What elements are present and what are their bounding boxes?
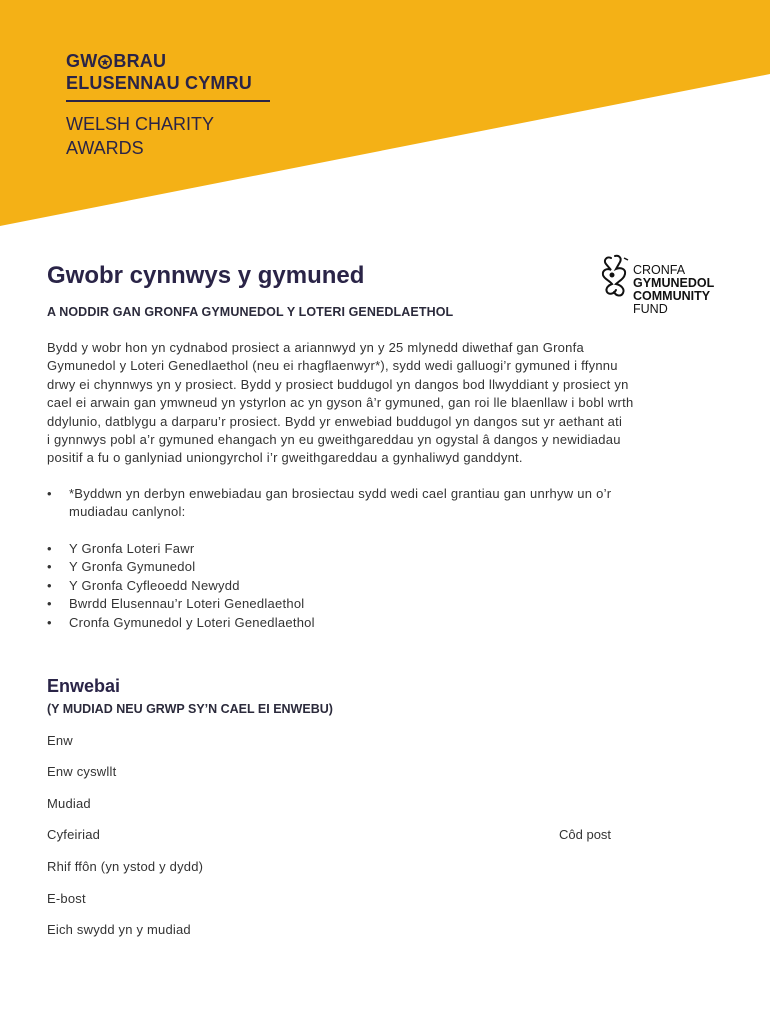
logo-cy-line2: ELUSENNAU CYMRU <box>66 73 253 93</box>
field-phone-label[interactable]: Rhif ffôn (yn ystod y dydd) <box>47 859 204 874</box>
cf-line1: CRONFA <box>633 263 686 277</box>
logo-cy-line1 <box>66 50 270 72</box>
list-item: • Bwrdd Elusennau’r Loteri Genedlaethol <box>47 595 315 613</box>
field-contact-name-label[interactable]: Enw cyswllt <box>47 764 117 779</box>
logo-en-line2: AWARDS <box>66 138 144 158</box>
list-item: • Cronfa Gymunedol y Loteri Genedlaethol <box>47 614 315 632</box>
cf-line4: FUND <box>633 302 668 316</box>
cf-line2: GYMUNEDOL <box>633 276 715 290</box>
eligibility-note <box>47 485 611 522</box>
crossed-fingers-icon <box>597 254 633 300</box>
logo-cy-line1-end: BRAU <box>113 51 167 71</box>
field-address-label[interactable]: Cyfeiriad <box>47 827 101 842</box>
field-organisation-label[interactable]: Mudiad <box>47 796 91 811</box>
logo-en-line1: WELSH CHARITY <box>66 114 215 134</box>
note-item <box>47 485 611 522</box>
note-line: mudiadau canlynol: <box>69 504 186 520</box>
cf-line3: COMMUNITY <box>633 289 711 303</box>
page-title: Gwobr cynnwys y gymuned <box>47 262 365 289</box>
logo-cy-line1-start: GW <box>66 51 98 71</box>
field-role-label[interactable]: Eich swydd yn y mudiad <box>47 922 191 937</box>
community-fund-logo <box>597 254 727 320</box>
list-item: • Y Gronfa Cyfleoedd Newydd <box>47 577 315 595</box>
field-name-label[interactable]: Enw <box>47 733 73 748</box>
intro-line: ddylunio, datblygu a darparu’r prosiect. Bydd yr enwebiad buddugol yn dangos sut yr aethant ati <box>47 413 623 429</box>
page-subtitle: A NODDIR GAN GRONFA GYMUNEDOL Y LOTERI GENEDLAETHOL <box>47 305 454 319</box>
intro-line: cael ei arwain gan ymwneud yn ystyrlon ac yn gyson â’r gymuned, gan roi lle blaenllaw i bobl wrth <box>47 395 634 411</box>
list-item: • Y Gronfa Loteri Fawr <box>47 540 315 558</box>
intro-paragraph <box>47 339 727 468</box>
list-item: • Y Gronfa Gymunedol <box>47 558 315 576</box>
logo-divider <box>66 100 270 102</box>
nominee-heading: Enwebai <box>47 676 121 696</box>
intro-line: i gynnwys pobl a’r gymuned ehangach yn eu gweithgareddau yn ogystal â dangos y newidiadau <box>47 432 621 448</box>
field-email-label[interactable]: E-bost <box>47 891 86 906</box>
field-postcode-label[interactable]: Côd post <box>559 827 612 842</box>
note-line: *Byddwn yn derbyn enwebiadau gan brosiectau sydd wedi cael grantiau gan unrhyw un o’r <box>69 486 612 501</box>
nominee-subheading: (Y MUDIAD NEU GRWP SY’N CAEL EI ENWEBU) <box>47 702 333 716</box>
star-o-icon <box>98 55 112 69</box>
intro-line: drwy ei chynnwys yn y prosiect. Bydd y prosiect buddugol yn dangos bod llwyddiant y prosiect yn <box>47 376 629 392</box>
intro-line: Bydd y wobr hon yn cydnabod prosiect a ariannwyd yn y 25 mlynedd diwethaf gan Gronfa <box>47 340 584 355</box>
intro-line: positif a fu o ganlyniad uniongyrchol i’r gweithgareddau a gynhaliwyd ganddynt. <box>47 450 523 466</box>
intro-line: Gymunedol y Loteri Genedlaethol (neu ei rhagflaenwyr*), sydd wedi galluogi’r gymuned i ffynnu <box>47 358 618 374</box>
community-fund-wordmark <box>633 264 714 316</box>
funders-list <box>47 540 315 632</box>
awards-logo <box>66 50 270 160</box>
